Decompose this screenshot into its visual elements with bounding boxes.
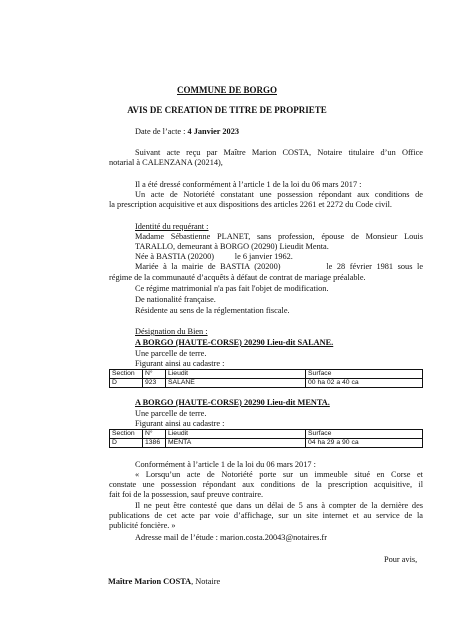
col-header-surface: Surface [306, 430, 423, 439]
act-date-value: 4 Janvier 2023 [187, 127, 240, 136]
table-row [110, 439, 423, 448]
parcel-1-cadastre-label: Figurant ainsi au cadastre : [135, 359, 225, 368]
table-header-row [110, 370, 423, 379]
conform-line-2: « Lorsqu’un acte de Notoriété porte sur un immeuble situé en Corse et [135, 470, 423, 479]
cell-section: D [110, 439, 143, 448]
intro-line-1: Suivant acte reçu par Maître Marion COSTA, Notaire titulaire d’un Office [135, 148, 423, 157]
col-header-lieudit: Lieudit [166, 370, 306, 379]
parcel-1-desc: Une parcelle de terre. [135, 349, 207, 358]
requerant-line-5: régime de la communauté d’acquêts à défaut de contrat de mariage préalable. [109, 273, 366, 282]
conform-line-5: Il ne peut être contesté que dans un délai de 5 ans à compter de la dernière des [135, 501, 423, 510]
cell-number: 923 [143, 379, 166, 388]
avis-title: AVIS DE CREATION DE TITRE DE PROPRIETE [127, 105, 327, 115]
cell-number: 1386 [143, 439, 166, 448]
parcel-2-cadastre-label: Figurant ainsi au cadastre : [135, 419, 225, 428]
table-row [110, 379, 423, 388]
requerant-line-4: Mariée à la mairie de BASTIA (20200) le 28 février 1981 sous le [135, 262, 423, 271]
col-header-section: Section [110, 370, 143, 379]
parcel-1-location: A BORGO (HAUTE-CORSE) 20290 Lieu-dit SALANE. [135, 338, 334, 347]
conform-line-4: fait foi de la possession, sauf preuve contraire. [109, 490, 264, 499]
col-header-number: N° [143, 430, 166, 439]
dresse-line-3: la prescription acquisitive et aux dispositions des articles 2261 et 2272 du Code civil. [109, 200, 392, 209]
requerant-line-6: Ce régime matrimonial n'a pas fait l'objet de modification. [135, 284, 329, 293]
conform-line-3: constate une possession répondant aux conditions de la prescription acquisitive, il [109, 480, 423, 489]
requerant-line-1: Madame Sébastienne PLANET, sans profession, épouse de Monsieur Louis [135, 232, 423, 241]
requerant-line-2: TARALLO, demeurant à BORGO (20290) Lieudit Menta. [135, 242, 329, 251]
signer-name: Maître Marion COSTA [108, 577, 192, 586]
conform-line-1: Conformément à l’article 1 de la loi du 06 mars 2017 : [135, 460, 316, 469]
parcel-2-cadastre-table [109, 429, 423, 448]
requerant-line-7: De nationalité française. [135, 295, 216, 304]
act-date-label: Date de l’acte : [135, 127, 188, 136]
study-email: Adresse mail de l’étude : marion.costa.20043@notaires.fr [135, 533, 327, 542]
col-header-section: Section [110, 430, 143, 439]
cell-section: D [110, 379, 143, 388]
dresse-line-1: Il a été dressé conformément à l’article 1 de la loi du 06 mars 2017 : [135, 180, 362, 189]
conform-line-7: publicité foncière. » [109, 521, 176, 530]
requerant-line-8: Résidente au sens de la réglementation fiscale. [135, 306, 290, 315]
col-header-lieudit: Lieudit [166, 430, 306, 439]
commune-title: COMMUNE DE BORGO [177, 85, 277, 95]
signature-line [108, 577, 220, 587]
requerant-heading: Identité du requérant : [135, 222, 209, 231]
col-header-surface: Surface [306, 370, 423, 379]
cell-surface: 04 ha 29 a 90 ca [306, 439, 423, 448]
requerant-line-3: Née à BASTIA (20200) le 6 janvier 1962. [135, 252, 293, 261]
signer-role: , Notaire [191, 577, 221, 586]
intro-line-2: notarial à CALENZANA (20214), [109, 158, 223, 167]
conform-line-6: publications de cet acte par voie d’affichage, sur un site internet et au service de la [109, 511, 423, 520]
act-date [135, 127, 239, 137]
cell-lieudit: MENTA [166, 439, 306, 448]
cell-lieudit: SALANE [166, 379, 306, 388]
parcel-2-location: A BORGO (HAUTE-CORSE) 20290 Lieu-dit MENTA. [135, 398, 330, 407]
dresse-line-2: Un acte de Notoriété constatant une possession répondant aux conditions de [135, 190, 423, 199]
bien-heading: Désignation du Bien : [135, 327, 208, 336]
pour-avis: Pour avis, [384, 555, 418, 564]
parcel-1-cadastre-table [109, 369, 423, 388]
parcel-2-desc: Une parcelle de terre. [135, 409, 207, 418]
col-header-number: N° [143, 370, 166, 379]
cell-surface: 00 ha 02 a 40 ca [306, 379, 423, 388]
table-header-row [110, 430, 423, 439]
